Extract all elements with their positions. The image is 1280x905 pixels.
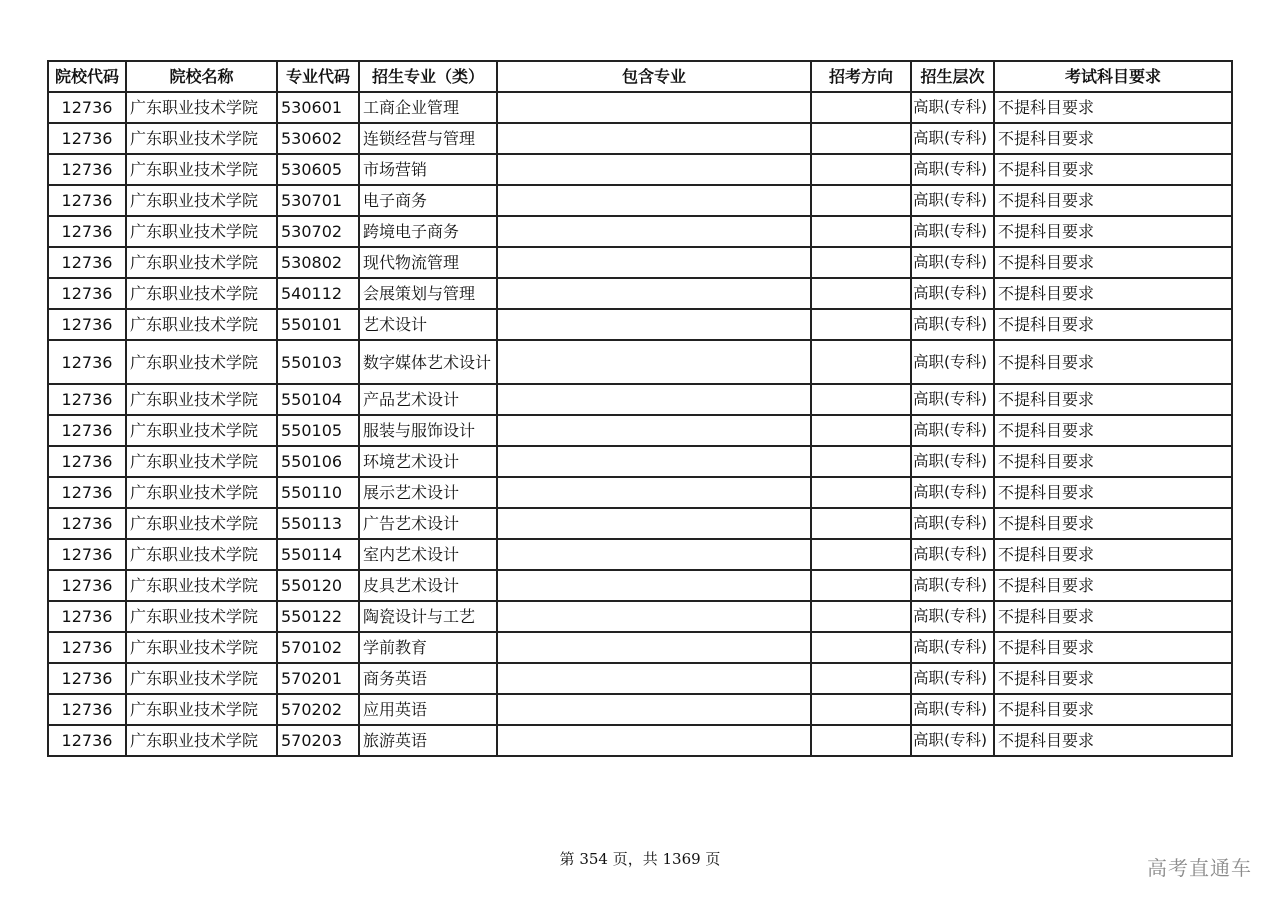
cell-subject-requirement: 不提科目要求 bbox=[994, 446, 1232, 477]
cell-subject-requirement: 不提科目要求 bbox=[994, 384, 1232, 415]
cell-level: 高职(专科) bbox=[911, 508, 994, 539]
header-major-code: 专业代码 bbox=[277, 61, 359, 92]
cell-direction bbox=[811, 247, 911, 278]
cell-included-majors bbox=[497, 278, 811, 309]
table-row bbox=[48, 278, 1232, 309]
header-direction: 招考方向 bbox=[811, 61, 911, 92]
header-included-majors: 包含专业 bbox=[497, 61, 811, 92]
cell-direction bbox=[811, 632, 911, 663]
cell-major: 艺术设计 bbox=[359, 309, 497, 340]
cell-major: 工商企业管理 bbox=[359, 92, 497, 123]
table-row bbox=[48, 446, 1232, 477]
cell-school-name: 广东职业技术学院 bbox=[126, 508, 277, 539]
cell-school-name: 广东职业技术学院 bbox=[126, 663, 277, 694]
cell-direction bbox=[811, 663, 911, 694]
cell-major-code: 540112 bbox=[277, 278, 359, 309]
cell-direction bbox=[811, 446, 911, 477]
table-row bbox=[48, 601, 1232, 632]
cell-school-name: 广东职业技术学院 bbox=[126, 725, 277, 756]
cell-school-code: 12736 bbox=[48, 446, 126, 477]
cell-level: 高职(专科) bbox=[911, 725, 994, 756]
cell-included-majors bbox=[497, 663, 811, 694]
cell-subject-requirement: 不提科目要求 bbox=[994, 247, 1232, 278]
cell-school-code: 12736 bbox=[48, 601, 126, 632]
cell-major-code: 550113 bbox=[277, 508, 359, 539]
cell-major-code: 550106 bbox=[277, 446, 359, 477]
cell-subject-requirement: 不提科目要求 bbox=[994, 477, 1232, 508]
table-row bbox=[48, 185, 1232, 216]
table-body bbox=[48, 92, 1232, 756]
cell-major-code: 550105 bbox=[277, 415, 359, 446]
cell-direction bbox=[811, 477, 911, 508]
cell-direction bbox=[811, 278, 911, 309]
cell-subject-requirement: 不提科目要求 bbox=[994, 278, 1232, 309]
cell-subject-requirement: 不提科目要求 bbox=[994, 92, 1232, 123]
cell-level: 高职(专科) bbox=[911, 446, 994, 477]
table-row bbox=[48, 154, 1232, 185]
cell-level: 高职(专科) bbox=[911, 663, 994, 694]
cell-level: 高职(专科) bbox=[911, 92, 994, 123]
header-row bbox=[48, 61, 1232, 92]
table-row bbox=[48, 632, 1232, 663]
table-row bbox=[48, 508, 1232, 539]
cell-major: 服装与服饰设计 bbox=[359, 415, 497, 446]
cell-included-majors bbox=[497, 123, 811, 154]
cell-included-majors bbox=[497, 725, 811, 756]
cell-major-code: 570202 bbox=[277, 694, 359, 725]
cell-subject-requirement: 不提科目要求 bbox=[994, 309, 1232, 340]
cell-school-code: 12736 bbox=[48, 92, 126, 123]
cell-school-code: 12736 bbox=[48, 632, 126, 663]
cell-major-code: 530802 bbox=[277, 247, 359, 278]
cell-subject-requirement: 不提科目要求 bbox=[994, 725, 1232, 756]
cell-subject-requirement: 不提科目要求 bbox=[994, 632, 1232, 663]
cell-major-code: 570102 bbox=[277, 632, 359, 663]
cell-school-name: 广东职业技术学院 bbox=[126, 92, 277, 123]
cell-subject-requirement: 不提科目要求 bbox=[994, 570, 1232, 601]
cell-major-code: 570201 bbox=[277, 663, 359, 694]
header-major: 招生专业（类） bbox=[359, 61, 497, 92]
cell-direction bbox=[811, 384, 911, 415]
cell-school-name: 广东职业技术学院 bbox=[126, 570, 277, 601]
cell-direction bbox=[811, 340, 911, 384]
cell-subject-requirement: 不提科目要求 bbox=[994, 123, 1232, 154]
cell-major: 学前教育 bbox=[359, 632, 497, 663]
cell-school-name: 广东职业技术学院 bbox=[126, 216, 277, 247]
cell-school-name: 广东职业技术学院 bbox=[126, 340, 277, 384]
header-school-code: 院校代码 bbox=[48, 61, 126, 92]
cell-major: 皮具艺术设计 bbox=[359, 570, 497, 601]
cell-subject-requirement: 不提科目要求 bbox=[994, 340, 1232, 384]
cell-major-code: 570203 bbox=[277, 725, 359, 756]
cell-school-code: 12736 bbox=[48, 384, 126, 415]
cell-major: 陶瓷设计与工艺 bbox=[359, 601, 497, 632]
cell-major-code: 550101 bbox=[277, 309, 359, 340]
cell-level: 高职(专科) bbox=[911, 632, 994, 663]
table-row bbox=[48, 477, 1232, 508]
cell-school-code: 12736 bbox=[48, 123, 126, 154]
cell-included-majors bbox=[497, 477, 811, 508]
table-row bbox=[48, 123, 1232, 154]
cell-major-code: 530601 bbox=[277, 92, 359, 123]
cell-included-majors bbox=[497, 185, 811, 216]
cell-major: 电子商务 bbox=[359, 185, 497, 216]
cell-subject-requirement: 不提科目要求 bbox=[994, 216, 1232, 247]
cell-school-code: 12736 bbox=[48, 340, 126, 384]
cell-subject-requirement: 不提科目要求 bbox=[994, 539, 1232, 570]
cell-school-name: 广东职业技术学院 bbox=[126, 477, 277, 508]
cell-school-code: 12736 bbox=[48, 185, 126, 216]
cell-school-code: 12736 bbox=[48, 663, 126, 694]
cell-included-majors bbox=[497, 216, 811, 247]
cell-school-name: 广东职业技术学院 bbox=[126, 539, 277, 570]
cell-school-code: 12736 bbox=[48, 477, 126, 508]
cell-level: 高职(专科) bbox=[911, 539, 994, 570]
cell-level: 高职(专科) bbox=[911, 123, 994, 154]
cell-included-majors bbox=[497, 446, 811, 477]
cell-major: 会展策划与管理 bbox=[359, 278, 497, 309]
cell-direction bbox=[811, 185, 911, 216]
cell-major: 应用英语 bbox=[359, 694, 497, 725]
cell-school-code: 12736 bbox=[48, 570, 126, 601]
cell-school-name: 广东职业技术学院 bbox=[126, 446, 277, 477]
cell-major: 室内艺术设计 bbox=[359, 539, 497, 570]
cell-subject-requirement: 不提科目要求 bbox=[994, 154, 1232, 185]
cell-school-name: 广东职业技术学院 bbox=[126, 415, 277, 446]
cell-school-name: 广东职业技术学院 bbox=[126, 154, 277, 185]
cell-subject-requirement: 不提科目要求 bbox=[994, 508, 1232, 539]
cell-major: 旅游英语 bbox=[359, 725, 497, 756]
cell-major: 环境艺术设计 bbox=[359, 446, 497, 477]
table-row bbox=[48, 340, 1232, 384]
cell-major-code: 530701 bbox=[277, 185, 359, 216]
cell-subject-requirement: 不提科目要求 bbox=[994, 694, 1232, 725]
cell-school-name: 广东职业技术学院 bbox=[126, 247, 277, 278]
cell-school-name: 广东职业技术学院 bbox=[126, 601, 277, 632]
cell-major-code: 550122 bbox=[277, 601, 359, 632]
cell-subject-requirement: 不提科目要求 bbox=[994, 185, 1232, 216]
table-row bbox=[48, 415, 1232, 446]
cell-major-code: 550104 bbox=[277, 384, 359, 415]
cell-level: 高职(专科) bbox=[911, 216, 994, 247]
table-row bbox=[48, 309, 1232, 340]
cell-level: 高职(专科) bbox=[911, 278, 994, 309]
cell-level: 高职(专科) bbox=[911, 340, 994, 384]
cell-direction bbox=[811, 570, 911, 601]
cell-included-majors bbox=[497, 415, 811, 446]
cell-major: 数字媒体艺术设计 bbox=[359, 340, 497, 384]
cell-included-majors bbox=[497, 508, 811, 539]
cell-school-name: 广东职业技术学院 bbox=[126, 309, 277, 340]
cell-direction bbox=[811, 216, 911, 247]
cell-level: 高职(专科) bbox=[911, 694, 994, 725]
cell-included-majors bbox=[497, 247, 811, 278]
header-subject-requirement: 考试科目要求 bbox=[994, 61, 1232, 92]
cell-direction bbox=[811, 309, 911, 340]
cell-level: 高职(专科) bbox=[911, 477, 994, 508]
table-row bbox=[48, 384, 1232, 415]
cell-school-code: 12736 bbox=[48, 694, 126, 725]
cell-subject-requirement: 不提科目要求 bbox=[994, 663, 1232, 694]
header-level: 招生层次 bbox=[911, 61, 994, 92]
cell-direction bbox=[811, 508, 911, 539]
cell-school-code: 12736 bbox=[48, 725, 126, 756]
cell-school-name: 广东职业技术学院 bbox=[126, 185, 277, 216]
cell-major: 连锁经营与管理 bbox=[359, 123, 497, 154]
cell-school-code: 12736 bbox=[48, 309, 126, 340]
cell-included-majors bbox=[497, 539, 811, 570]
cell-school-name: 广东职业技术学院 bbox=[126, 632, 277, 663]
cell-major-code: 550110 bbox=[277, 477, 359, 508]
cell-subject-requirement: 不提科目要求 bbox=[994, 415, 1232, 446]
cell-school-code: 12736 bbox=[48, 247, 126, 278]
cell-included-majors bbox=[497, 601, 811, 632]
cell-level: 高职(专科) bbox=[911, 601, 994, 632]
cell-included-majors bbox=[497, 632, 811, 663]
cell-included-majors bbox=[497, 309, 811, 340]
header-school-name: 院校名称 bbox=[126, 61, 277, 92]
cell-level: 高职(专科) bbox=[911, 415, 994, 446]
table-row bbox=[48, 694, 1232, 725]
page-number: 第 354 页，共 1369 页 bbox=[559, 850, 721, 868]
table-row bbox=[48, 725, 1232, 756]
cell-major-code: 550103 bbox=[277, 340, 359, 384]
table-row bbox=[48, 663, 1232, 694]
cell-major: 产品艺术设计 bbox=[359, 384, 497, 415]
cell-included-majors bbox=[497, 92, 811, 123]
cell-direction bbox=[811, 123, 911, 154]
cell-major-code: 550120 bbox=[277, 570, 359, 601]
cell-school-name: 广东职业技术学院 bbox=[126, 694, 277, 725]
cell-school-code: 12736 bbox=[48, 508, 126, 539]
table-row bbox=[48, 570, 1232, 601]
cell-direction bbox=[811, 601, 911, 632]
cell-direction bbox=[811, 725, 911, 756]
cell-major: 跨境电子商务 bbox=[359, 216, 497, 247]
cell-direction bbox=[811, 694, 911, 725]
cell-level: 高职(专科) bbox=[911, 570, 994, 601]
cell-direction bbox=[811, 415, 911, 446]
cell-major: 市场营销 bbox=[359, 154, 497, 185]
cell-level: 高职(专科) bbox=[911, 185, 994, 216]
cell-included-majors bbox=[497, 340, 811, 384]
cell-school-code: 12736 bbox=[48, 216, 126, 247]
cell-major: 展示艺术设计 bbox=[359, 477, 497, 508]
cell-major-code: 530605 bbox=[277, 154, 359, 185]
cell-major-code: 530602 bbox=[277, 123, 359, 154]
cell-major: 商务英语 bbox=[359, 663, 497, 694]
cell-direction bbox=[811, 154, 911, 185]
table-row bbox=[48, 539, 1232, 570]
cell-included-majors bbox=[497, 154, 811, 185]
cell-direction bbox=[811, 92, 911, 123]
cell-major: 现代物流管理 bbox=[359, 247, 497, 278]
cell-school-code: 12736 bbox=[48, 154, 126, 185]
cell-direction bbox=[811, 539, 911, 570]
cell-level: 高职(专科) bbox=[911, 247, 994, 278]
cell-school-code: 12736 bbox=[48, 539, 126, 570]
table-row bbox=[48, 92, 1232, 123]
cell-school-name: 广东职业技术学院 bbox=[126, 278, 277, 309]
cell-school-code: 12736 bbox=[48, 415, 126, 446]
cell-included-majors bbox=[497, 570, 811, 601]
cell-school-name: 广东职业技术学院 bbox=[126, 123, 277, 154]
cell-subject-requirement: 不提科目要求 bbox=[994, 601, 1232, 632]
cell-level: 高职(专科) bbox=[911, 309, 994, 340]
table-row bbox=[48, 247, 1232, 278]
cell-major: 广告艺术设计 bbox=[359, 508, 497, 539]
cell-school-code: 12736 bbox=[48, 278, 126, 309]
watermark: 高考直通车 bbox=[1147, 856, 1252, 880]
cell-level: 高职(专科) bbox=[911, 384, 994, 415]
cell-included-majors bbox=[497, 694, 811, 725]
cell-level: 高职(专科) bbox=[911, 154, 994, 185]
cell-major-code: 550114 bbox=[277, 539, 359, 570]
admissions-table bbox=[47, 60, 1233, 757]
cell-included-majors bbox=[497, 384, 811, 415]
cell-major-code: 530702 bbox=[277, 216, 359, 247]
table-row bbox=[48, 216, 1232, 247]
cell-school-name: 广东职业技术学院 bbox=[126, 384, 277, 415]
